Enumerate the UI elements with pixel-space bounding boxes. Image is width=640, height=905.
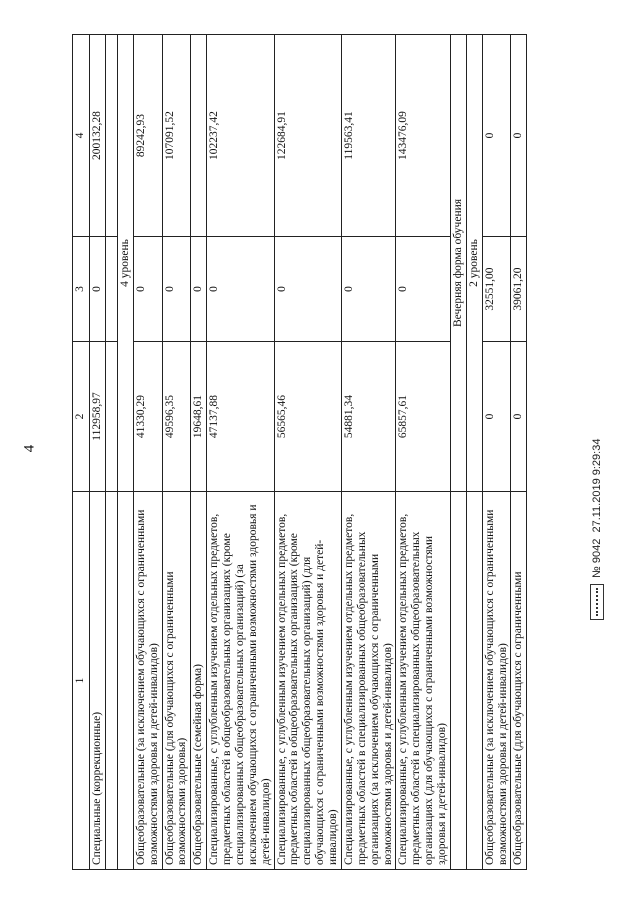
empty-cell <box>117 492 133 870</box>
section-row <box>450 35 466 870</box>
value-col4: 119563,41 <box>341 35 396 237</box>
value-col2: 41330,29 <box>133 342 162 492</box>
value-col4: 102237,42 <box>207 35 274 237</box>
value-col3: 0 <box>341 237 396 342</box>
value-col3: 0 <box>90 237 106 342</box>
value-col3: 39061,20 <box>511 237 527 342</box>
table-row <box>511 35 527 870</box>
value-col3: 32551,00 <box>482 237 511 342</box>
value-col4: 200132,28 <box>90 35 106 237</box>
table-row <box>274 35 341 870</box>
row-name: Общеобразовательные (для обучающихся с ограниченными возможностями здоровья) <box>162 492 191 870</box>
value-col4: 122684,91 <box>274 35 341 237</box>
page-number: 4 <box>21 444 38 453</box>
table-row <box>207 35 274 870</box>
section-title: 4 уровень <box>117 35 133 492</box>
value-col2: 0 <box>482 342 511 492</box>
value-col2: 47137,88 <box>207 342 274 492</box>
value-col3: 0 <box>207 237 274 342</box>
value-col3: 0 <box>274 237 341 342</box>
row-name: Общеобразовательные (за исключением обучающихся с ограниченными возможностями здоровья и детей-инвалидов) <box>482 492 511 870</box>
table-row <box>162 35 191 870</box>
header-cell: 4 <box>73 35 90 237</box>
empty-cell <box>466 492 482 870</box>
value-col2: 112958,97 <box>90 342 106 492</box>
row-name: Специализированные, с углубленным изучением отдельных предметов, предметных областей в общеобразовательных организациях (кроме специализированных общеобразовательных организаций) (за исключением обучающихся с ограниченными возможностями здоровья и детей-инвалидов) <box>207 492 274 870</box>
value-col2: 65857,61 <box>396 342 451 492</box>
value-col4: 0 <box>482 35 511 237</box>
value-col2: 56565,46 <box>274 342 341 492</box>
row-name: Специальные (коррекционные) <box>90 492 106 870</box>
section-row <box>117 35 133 870</box>
value-col2: 49596,35 <box>162 342 191 492</box>
value-col4 <box>191 35 207 237</box>
row-name: Общеобразовательные (для обучающихся с ограниченными <box>511 492 527 870</box>
value-col3: 0 <box>133 237 162 342</box>
section-title: Вечерняя форма обучения <box>450 35 466 492</box>
section-row <box>466 35 482 870</box>
row-name: Специализированные, с углубленным изучением отдельных предметов, предметных областей в специализированных общеобразовательных организациях (для обучающихся с ограниченными возможностями здоровья и детей-инвалидов) <box>396 492 451 870</box>
value-col4: 0 <box>511 35 527 237</box>
value-col2: 19648,61 <box>191 342 207 492</box>
budget-table <box>72 34 527 870</box>
row-name: Специализированные, с углубленным изучением отдельных предметов, предметных областей в общеобразовательных организациях (кроме специализированных общеобразовательных организаций) (для обучающихся с ограниченными возможностями здоровья и детей-инвалидов) <box>274 492 341 870</box>
table-row <box>341 35 396 870</box>
empty-cell <box>105 237 117 342</box>
section-title: 2 уровень <box>466 35 482 492</box>
table-row <box>133 35 162 870</box>
row-name: Общеобразовательные (семейная форма) <box>191 492 207 870</box>
rotated-table-area <box>72 35 600 870</box>
footer-datetime: 27.11.2019 9:29:34 <box>590 438 603 533</box>
value-col3: 0 <box>191 237 207 342</box>
value-col4: 143476,09 <box>396 35 451 237</box>
header-cell: 2 <box>73 342 90 492</box>
empty-cell <box>450 492 466 870</box>
value-col4: 107091,52 <box>162 35 191 237</box>
value-col3: 0 <box>162 237 191 342</box>
header-cell: 1 <box>73 492 90 870</box>
value-col2: 54881,34 <box>341 342 396 492</box>
header-row <box>73 35 90 870</box>
empty-cell <box>105 342 117 492</box>
value-col3: 0 <box>396 237 451 342</box>
footer-doc-number: № 9042 <box>590 538 603 578</box>
footer <box>590 340 604 620</box>
table-row <box>191 35 207 870</box>
table-row <box>90 35 106 870</box>
value-col4: 89242,93 <box>133 35 162 237</box>
table-row <box>396 35 451 870</box>
empty-cell <box>105 492 117 870</box>
header-cell: 3 <box>73 237 90 342</box>
registry-stamp-icon <box>590 584 604 620</box>
value-col2: 0 <box>511 342 527 492</box>
spacer-row <box>105 35 117 870</box>
row-name: Специализированные, с углубленным изучением отдельных предметов, предметных областей в специализированных общеобразовательных организациях (за исключением обучающихся с ограниченными возможностями здоровья и детей-инвалидов) <box>341 492 396 870</box>
table-row <box>482 35 511 870</box>
empty-cell <box>105 35 117 237</box>
row-name: Общеобразовательные (за исключением обучающихся с ограниченными возможностями здоровья и детей-инвалидов) <box>133 492 162 870</box>
